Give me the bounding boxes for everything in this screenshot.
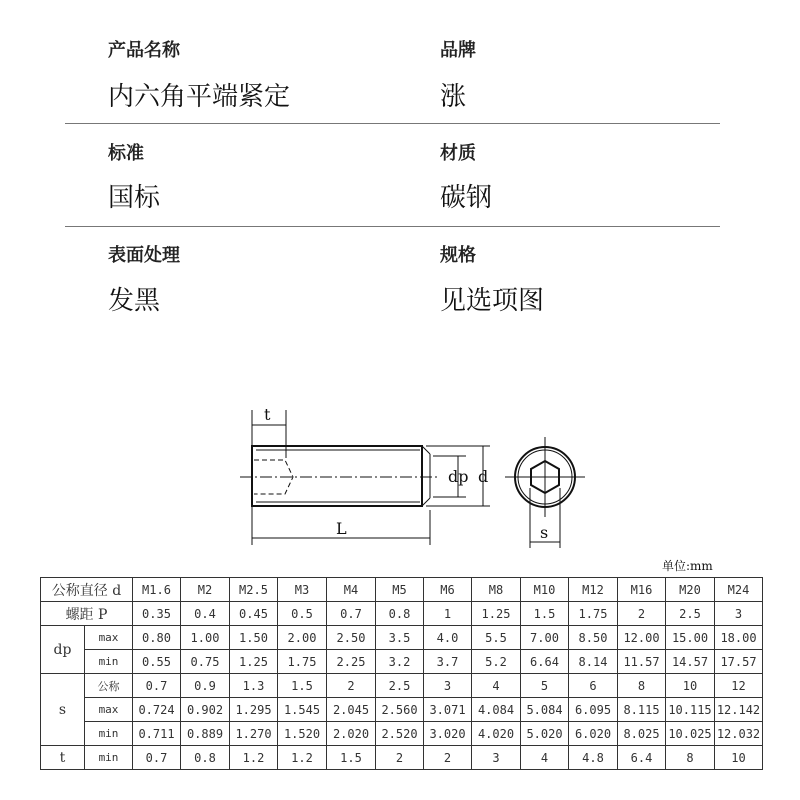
table-cell: 0.724 [133, 698, 181, 722]
table-cell: 0.35 [133, 602, 181, 626]
dimension-table [40, 577, 763, 770]
size-header-cell: M5 [376, 578, 424, 602]
dp-dimension-label: dp [448, 467, 469, 486]
size-header-cell: M3 [278, 578, 327, 602]
table-cell: 1.270 [230, 722, 278, 746]
table-cell: 1.545 [278, 698, 327, 722]
table-cell: 3.5 [376, 626, 424, 650]
row-group-label: dp [41, 626, 85, 674]
d-dimension-label: d [478, 467, 489, 486]
table-cell: 0.7 [327, 602, 376, 626]
table-cell: 1.2 [278, 746, 327, 770]
table-cell: 14.57 [666, 650, 715, 674]
table-cell: 10.115 [666, 698, 715, 722]
header-nominal-diameter: 公称直径 d [41, 578, 133, 602]
set-screw-drawing [230, 400, 600, 550]
row-sub-label: min [85, 650, 133, 674]
surface-treatment-label: 表面处理 [108, 245, 180, 266]
table-cell: 0.45 [230, 602, 278, 626]
table-row [41, 674, 763, 698]
size-header-cell: M6 [424, 578, 472, 602]
table-cell: 1.00 [181, 626, 230, 650]
table-cell: 3.020 [424, 722, 472, 746]
divider [65, 226, 720, 227]
table-cell: 2 [424, 746, 472, 770]
table-cell: 0.75 [181, 650, 230, 674]
table-cell: 4.8 [569, 746, 618, 770]
table-cell: 2 [376, 746, 424, 770]
table-cell: 0.8 [181, 746, 230, 770]
table-header-row [41, 578, 763, 602]
s-dimension-label: s [540, 523, 549, 542]
spec-label: 规格 [440, 245, 476, 266]
table-cell: 10.025 [666, 722, 715, 746]
table-cell: 6.020 [569, 722, 618, 746]
table-row [41, 722, 763, 746]
table-cell: 3 [715, 602, 763, 626]
row-group-label: t [41, 746, 85, 770]
table-cell: 18.00 [715, 626, 763, 650]
standard-label: 标准 [108, 143, 144, 164]
table-cell: 4.084 [472, 698, 521, 722]
table-cell: 1.295 [230, 698, 278, 722]
table-cell: 17.57 [715, 650, 763, 674]
table-cell: 1.75 [278, 650, 327, 674]
table-cell: 3 [472, 746, 521, 770]
product-name-value: 内六角平端紧定 [108, 82, 291, 112]
table-cell: 2.50 [327, 626, 376, 650]
material-value: 碳钢 [440, 183, 493, 213]
table-cell: 5.020 [521, 722, 569, 746]
table-cell: 6 [569, 674, 618, 698]
table-cell: 3.071 [424, 698, 472, 722]
table-cell: 1.75 [569, 602, 618, 626]
table-cell: 4 [521, 746, 569, 770]
brand-label: 品牌 [440, 40, 476, 61]
table-cell: 3.7 [424, 650, 472, 674]
row-group-label: 螺距 P [41, 602, 133, 626]
size-header-cell: M10 [521, 578, 569, 602]
table-cell: 2.00 [278, 626, 327, 650]
table-cell: 1.25 [230, 650, 278, 674]
table-cell: 0.80 [133, 626, 181, 650]
size-header-cell: M12 [569, 578, 618, 602]
standard-value: 国标 [108, 183, 161, 213]
table-cell: 3.2 [376, 650, 424, 674]
table-cell: 0.4 [181, 602, 230, 626]
table-cell: 3 [424, 674, 472, 698]
table-cell: 11.57 [618, 650, 666, 674]
table-cell: 5.5 [472, 626, 521, 650]
table-cell: 2.045 [327, 698, 376, 722]
table-cell: 1.3 [230, 674, 278, 698]
table-cell: 0.7 [133, 674, 181, 698]
size-header-cell: M24 [715, 578, 763, 602]
table-cell: 4 [472, 674, 521, 698]
table-cell: 2.25 [327, 650, 376, 674]
table-cell: 1.2 [230, 746, 278, 770]
table-cell: 0.9 [181, 674, 230, 698]
table-cell: 2.020 [327, 722, 376, 746]
table-cell: 6.4 [618, 746, 666, 770]
table-cell: 2.520 [376, 722, 424, 746]
size-header-cell: M20 [666, 578, 715, 602]
row-group-label: s [41, 674, 85, 746]
table-cell: 12.032 [715, 722, 763, 746]
table-cell: 0.5 [278, 602, 327, 626]
table-cell: 4.0 [424, 626, 472, 650]
brand-value: 涨 [440, 82, 467, 112]
divider [65, 123, 720, 124]
size-header-cell: M8 [472, 578, 521, 602]
table-cell: 10 [715, 746, 763, 770]
unit-label: 单位:mm [662, 559, 713, 573]
row-sub-label: max [85, 698, 133, 722]
table-cell: 10 [666, 674, 715, 698]
spec-value: 见选项图 [440, 286, 545, 316]
L-dimension-label: L [336, 519, 347, 538]
t-dimension-label: t [264, 405, 271, 424]
table-cell: 1.25 [472, 602, 521, 626]
table-cell: 0.8 [376, 602, 424, 626]
table-cell: 5 [521, 674, 569, 698]
table-row [41, 746, 763, 770]
row-sub-label: 公称 [85, 674, 133, 698]
table-cell: 15.00 [666, 626, 715, 650]
row-sub-label: min [85, 722, 133, 746]
table-cell: 8 [618, 674, 666, 698]
table-cell: 0.55 [133, 650, 181, 674]
table-cell: 8.025 [618, 722, 666, 746]
table-cell: 6.64 [521, 650, 569, 674]
table-cell: 1.5 [521, 602, 569, 626]
table-cell: 2 [327, 674, 376, 698]
row-sub-label: min [85, 746, 133, 770]
size-header-cell: M1.6 [133, 578, 181, 602]
table-cell: 12.142 [715, 698, 763, 722]
table-row [41, 602, 763, 626]
table-cell: 2.5 [376, 674, 424, 698]
size-header-cell: M4 [327, 578, 376, 602]
table-cell: 2.560 [376, 698, 424, 722]
surface-treatment-value: 发黑 [108, 286, 161, 316]
table-cell: 0.7 [133, 746, 181, 770]
table-cell: 7.00 [521, 626, 569, 650]
table-cell: 0.902 [181, 698, 230, 722]
table-cell: 8 [666, 746, 715, 770]
table-cell: 12 [715, 674, 763, 698]
table-cell: 1.5 [278, 674, 327, 698]
table-cell: 1.50 [230, 626, 278, 650]
table-cell: 8.14 [569, 650, 618, 674]
table-cell: 1.520 [278, 722, 327, 746]
material-label: 材质 [440, 143, 476, 164]
table-cell: 2 [618, 602, 666, 626]
table-cell: 12.00 [618, 626, 666, 650]
table-cell: 2.5 [666, 602, 715, 626]
table-row [41, 650, 763, 674]
table-cell: 0.711 [133, 722, 181, 746]
table-cell: 8.50 [569, 626, 618, 650]
table-cell: 1 [424, 602, 472, 626]
size-header-cell: M2 [181, 578, 230, 602]
table-row [41, 626, 763, 650]
table-cell: 5.084 [521, 698, 569, 722]
table-cell: 5.2 [472, 650, 521, 674]
table-cell: 6.095 [569, 698, 618, 722]
size-header-cell: M2.5 [230, 578, 278, 602]
product-name-label: 产品名称 [108, 40, 180, 61]
table-cell: 1.5 [327, 746, 376, 770]
row-sub-label: max [85, 626, 133, 650]
table-row [41, 698, 763, 722]
table-cell: 0.889 [181, 722, 230, 746]
size-header-cell: M16 [618, 578, 666, 602]
table-cell: 4.020 [472, 722, 521, 746]
table-cell: 8.115 [618, 698, 666, 722]
